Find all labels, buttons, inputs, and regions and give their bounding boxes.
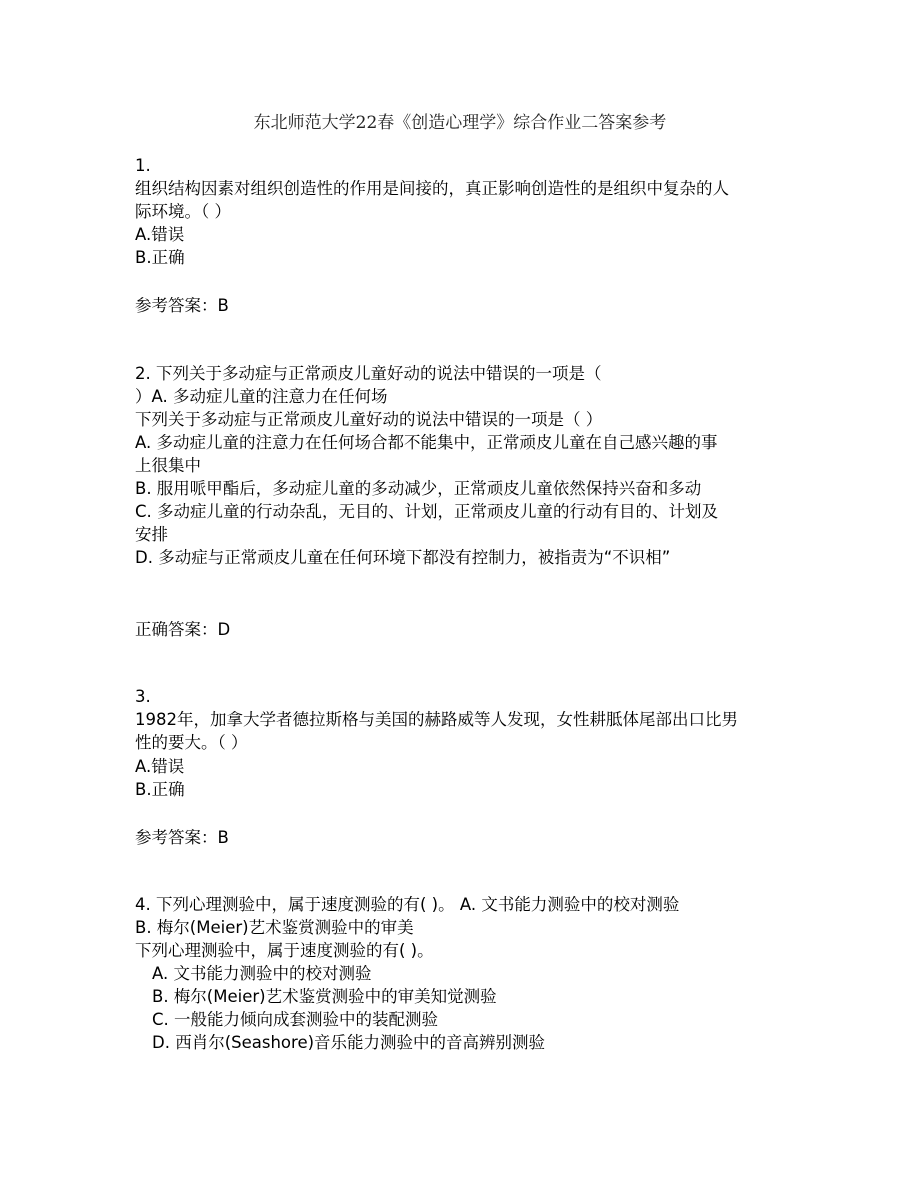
option-a: A.错误 [135,757,185,776]
question-text: 4. 下列心理测验中，属于速度测验的有( )。 A. 文书能力测验中的校对测验 [135,895,680,914]
option-c-cont: 安排 [135,525,168,544]
option-a-cont: 上很集中 [135,456,201,475]
question-text: 性的要大。（ ） [135,733,248,752]
question-text: B. 梅尔(Meier)艺术鉴赏测验中的审美 [135,918,414,937]
question-number: 3. [135,687,151,706]
option-c: C. 一般能力倾向成套测验中的装配测验 [152,1010,439,1029]
option-d: D. 多动症与正常顽皮儿童在任何环境下都没有控制力，被指责为“不识相” [135,548,671,567]
option-c: C. 多动症儿童的行动杂乱，无目的、计划，正常顽皮儿童的行动有目的、计划及 [135,502,719,521]
question-text: 2. 下列关于多动症与正常顽皮儿童好动的说法中错误的一项是（ [135,364,602,383]
question-number: 1. [135,156,151,175]
option-a: A. 文书能力测验中的校对测验 [152,964,372,983]
question-text: 际环境。（ ） [135,202,231,221]
question-text: 1982年，加拿大学者德拉斯格与美国的赫路威等人发现，女性耕胝体尾部出口比男 [135,710,738,729]
option-a: A. 多动症儿童的注意力在任何场合都不能集中，正常顽皮儿童在自己感兴趣的事 [135,433,718,452]
question-text: 下列关于多动症与正常顽皮儿童好动的说法中错误的一项是（ ） [135,410,603,429]
option-b: B.正确 [135,248,185,267]
document-title: 东北师范大学22春《创造心理学》综合作业二答案参考 [253,113,667,133]
question-text: 组织结构因素对组织创造性的作用是间接的，真正影响创造性的是组织中复杂的人 [135,179,729,198]
option-b: B. 梅尔(Meier)艺术鉴赏测验中的审美知觉测验 [152,987,497,1006]
answer: 参考答案：B [135,296,229,315]
answer: 参考答案：B [135,828,229,847]
option-a: A.错误 [135,225,185,244]
question-text: 下列心理测验中，属于速度测验的有( )。 [135,941,434,960]
option-d: D. 西肖尔(Seashore)音乐能力测验中的音高辨别测验 [152,1033,546,1052]
question-text: ）A. 多动症儿童的注意力在任何场 [135,387,388,406]
option-b: B. 服用哌甲酯后，多动症儿童的多动减少，正常顽皮儿童依然保持兴奋和多动 [135,479,702,498]
option-b: B.正确 [135,780,185,799]
answer: 正确答案：D [135,620,231,639]
